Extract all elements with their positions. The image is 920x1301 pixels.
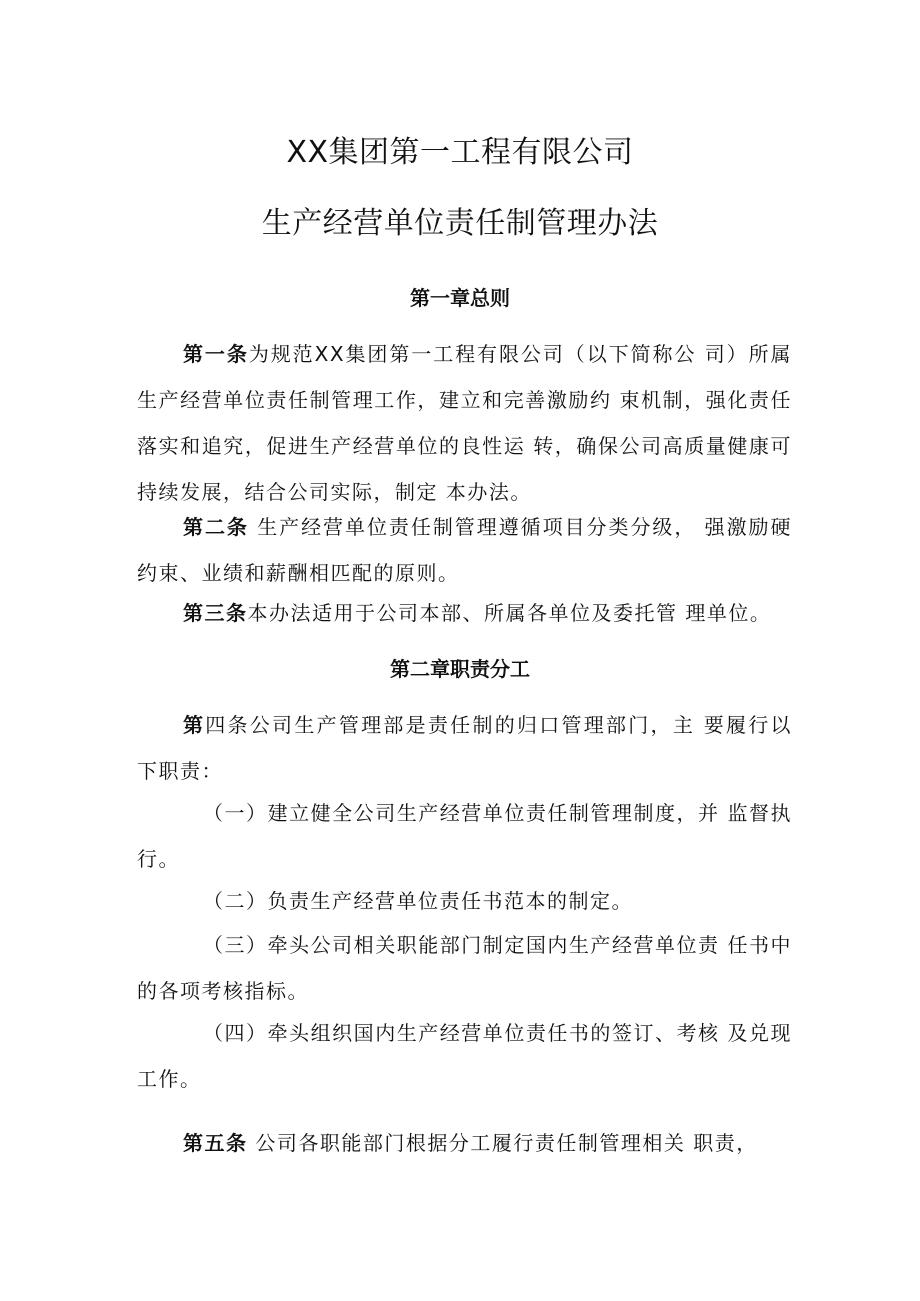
list-item: （三）牵头公司相关职能部门制定国内生产经营单位责 任书中的各项考核指标。 bbox=[137, 933, 792, 1003]
article5-lead: 第五条 bbox=[183, 1131, 248, 1155]
article4-text: 四条公司生产管理部是责任制的归口管理部门，主 要履行以下职责： bbox=[137, 713, 792, 783]
chapter1-heading: 第一章总则 bbox=[410, 286, 510, 310]
article2-text: 生产经营单位责任制管理遵循项目分类分级， 强激励硬约束、业绩和薪酬相匹配的原则。 bbox=[137, 515, 793, 585]
article3-lead: 第三条 bbox=[183, 601, 248, 625]
article4-paragraph bbox=[137, 702, 792, 794]
article3-paragraph bbox=[137, 590, 792, 636]
article2-paragraph bbox=[137, 504, 792, 596]
article1-paragraph bbox=[137, 331, 792, 515]
article1-lead: 第一条 bbox=[183, 342, 249, 366]
article4-lead: 第 bbox=[183, 713, 206, 737]
list-item: （一）建立健全公司生产经营单位责任制管理制度，并 监督执行。 bbox=[137, 801, 792, 871]
document-title-line1: XX集团第一工程有限公司 bbox=[286, 135, 634, 170]
list-item: （四）牵头组织国内生产经营单位责任书的签订、考核 及兑现工作。 bbox=[137, 1021, 792, 1091]
article3-text: 本办法适用于公司本部、所属各单位及委托管 理单位。 bbox=[247, 601, 772, 625]
article5-paragraph bbox=[137, 1120, 792, 1166]
article5-text: 公司各职能部门根据分工履行责任制管理相关 职责， bbox=[247, 1131, 758, 1155]
document-title-line2: 生产经营单位责任制管理办法 bbox=[261, 206, 659, 241]
chapter2-heading: 第二章职责分工 bbox=[390, 657, 530, 681]
article2-lead: 第二条 bbox=[183, 515, 249, 539]
article1-text: 为规范XX集团第一工程有限公司（以下简称公 司）所属生产经营单位责任制管理工作，建立和完善激励约 束机制，强化责任落实和追究，促进生产经营单位的良性运 转，确保公司高质量健康可持续发展，结合公司实际，制定 本办法。 bbox=[137, 342, 793, 504]
list-item: （二）负责生产经营单位责任书范本的制定。 bbox=[203, 889, 633, 913]
